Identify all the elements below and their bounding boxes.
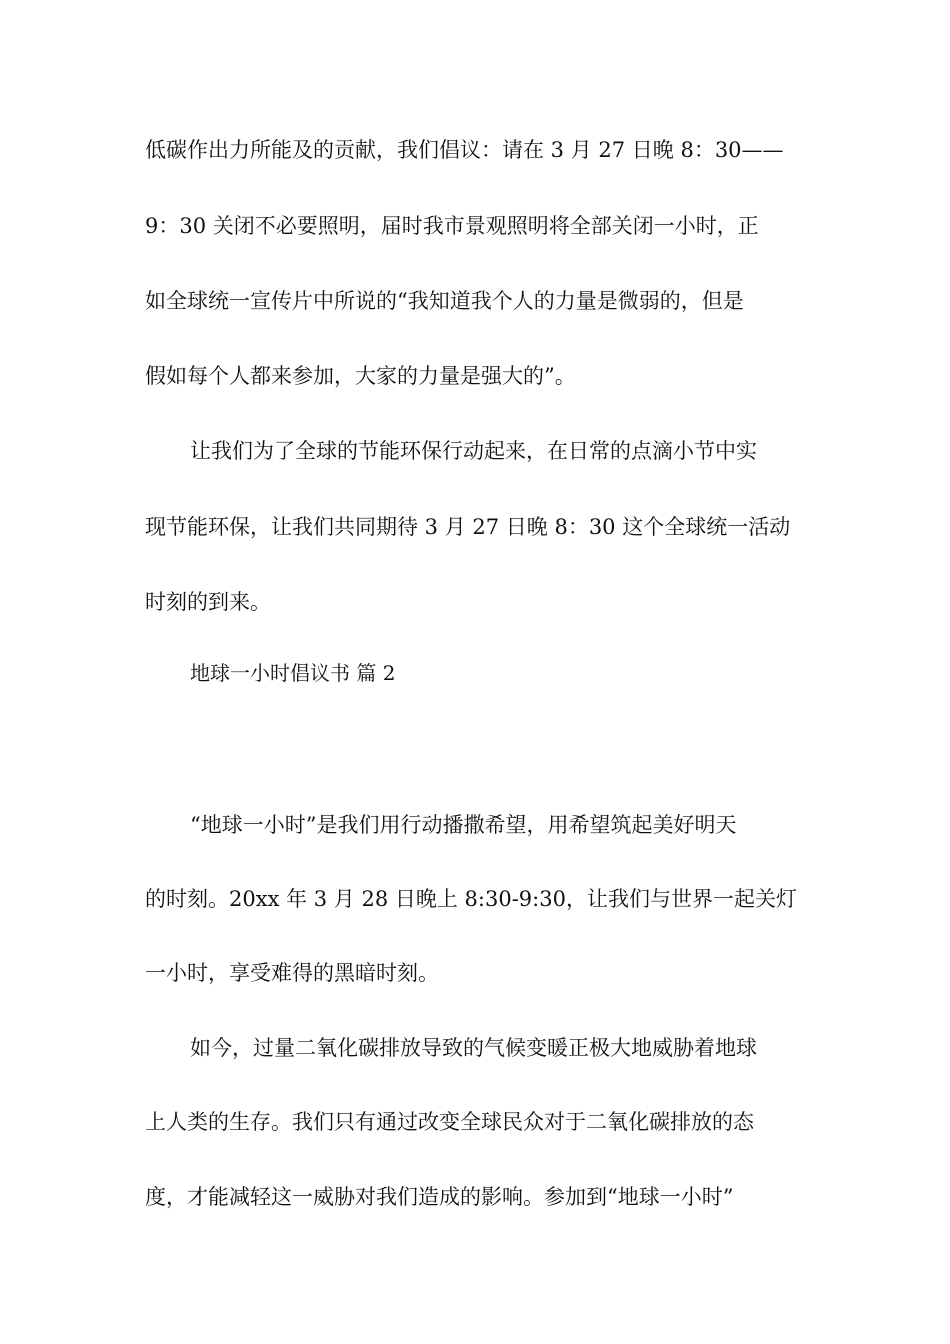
- paragraph-line: 度，才能减轻这一威胁对我们造成的影响。参加到“地球一小时”: [145, 1185, 734, 1209]
- paragraph-line: 让我们为了全球的节能环保行动起来，在日常的点滴小节中实: [190, 439, 757, 463]
- paragraph-line: 的时刻。20xx 年 3 月 28 日晚上 8:30-9:30，让我们与世界一起关灯: [145, 887, 797, 911]
- section-title: 地球一小时倡议书 篇 2: [190, 661, 396, 685]
- paragraph-line: 如全球统一宣传片中所说的“我知道我个人的力量是微弱的，但是: [145, 289, 744, 313]
- paragraph-line: 时刻的到来。: [145, 590, 271, 614]
- paragraph-line: 低碳作出力所能及的贡献，我们倡议：请在 3 月 27 日晚 8：30——: [145, 138, 784, 162]
- paragraph-line: 现节能环保，让我们共同期待 3 月 27 日晚 8：30 这个全球统一活动: [145, 515, 791, 539]
- paragraph-line: “地球一小时”是我们用行动播撒希望，用希望筑起美好明天: [190, 813, 737, 837]
- paragraph-line: 如今，过量二氧化碳排放导致的气候变暖正极大地威胁着地球: [190, 1036, 757, 1060]
- paragraph-line: 9：30 关闭不必要照明，届时我市景观照明将全部关闭一小时，正: [145, 214, 759, 238]
- paragraph-line: 假如每个人都来参加，大家的力量是强大的”。: [145, 364, 576, 388]
- paragraph-line: 一小时，享受难得的黑暗时刻。: [145, 961, 439, 985]
- paragraph-line: 上人类的生存。我们只有通过改变全球民众对于二氧化碳排放的态: [145, 1110, 754, 1134]
